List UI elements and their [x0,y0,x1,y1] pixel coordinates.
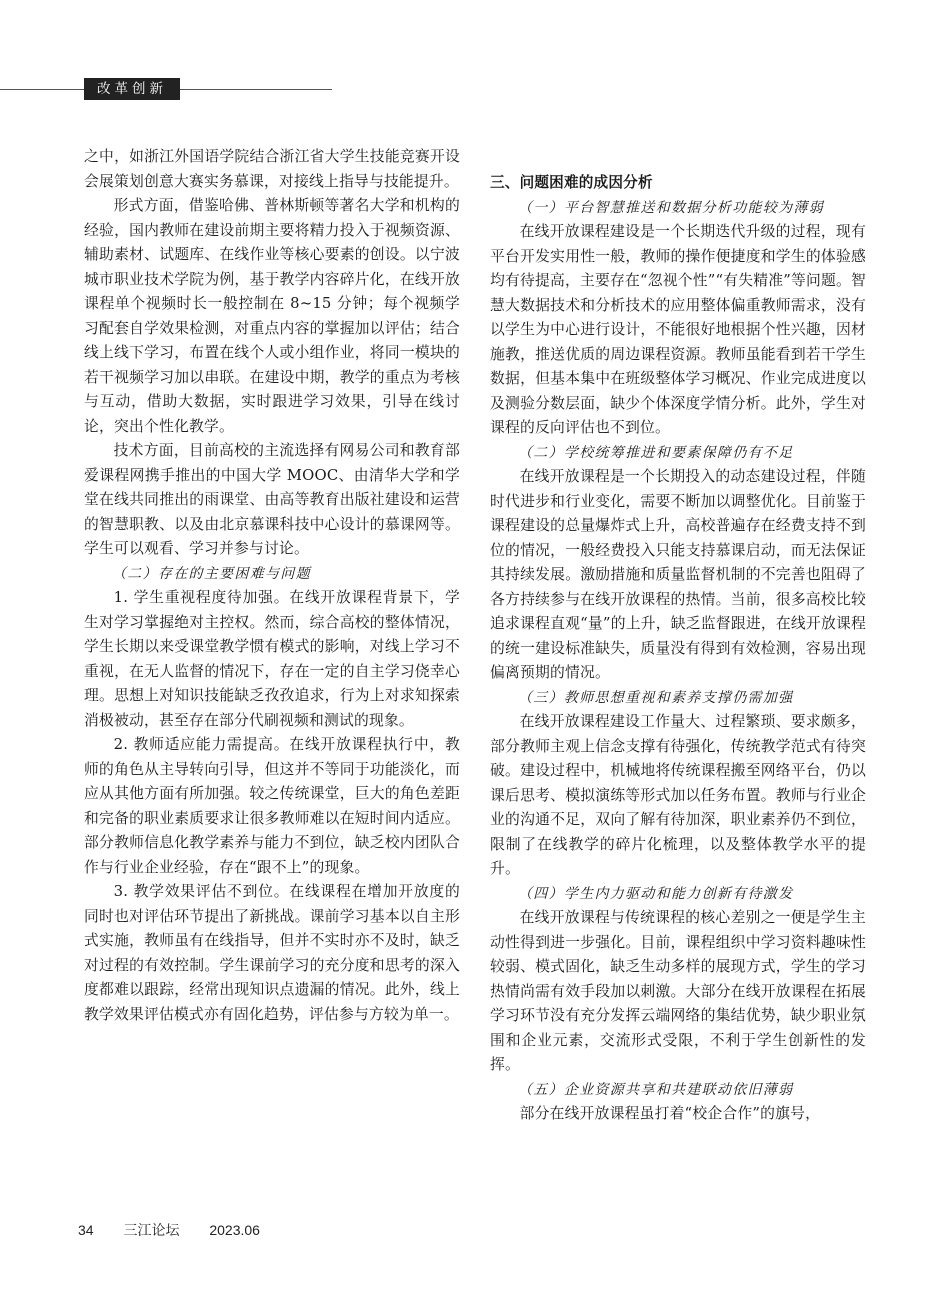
paragraph: 技术方面，目前高校的主流选择有网易公司和教育部爱课程网携手推出的中国大学 MOOC、由清华大学和学堂在线共同推出的雨课堂、由高等教育出版社建设和运营的智慧职教、以及由北京慕课科技中心设计的慕课网等。学生可以观看、学习并参与讨论。 [84,442,460,557]
page-footer [78,1220,286,1240]
left-column [84,145,460,1027]
paragraph: 1. 学生重视程度待加强。在线开放课程背景下，学生对学习掌握绝对主控权。然而，综合高校的整体情况，学生长期以来受课堂教学惯有模式的影响，对线上学习不重视，在无人监督的情况下，存在一定的自主学习侥幸心理。思想上对知识技能缺乏孜孜追求，行为上对求知探索消极被动，甚至存在部分代刷视频和测试的现象。 [84,589,460,729]
issue-date: 2023.06 [209,1222,260,1238]
subsection-heading: （一）平台智慧推送和数据分析功能较为薄弱 [518,199,824,216]
paragraph: 在线开放课程建设是一个长期迭代升级的过程，现有平台开发实用性一般，教师的操作便捷度和学生的体验感均有待提高，主要存在“忽视个性”“有失精准”等问题。智慧大数据技术和分析技术的应用整体偏重教师需求，没有以学生为中心进行设计，不能很好地根据个性兴趣，因材施教，推送优质的周边课程资源。教师虽能看到若干学生数据，但基本集中在班级整体学习概况、作业完成进度以及测验分数层面，缺少个体深度学情分析。此外，学生对课程的反向评估也不到位。 [490,223,866,436]
header-rule-left [0,89,84,90]
paragraph: 形式方面，借鉴哈佛、普林斯顿等著名大学和机构的经验，国内教师在建设前期主要将精力投入于视频资源、辅助素材、试题库、在线作业等核心要素的创设。以宁波城市职业技术学院为例，基于教学内容碎片化，在线开放课程单个视频时长一般控制在 8~15 分钟；每个视频学习配套自学效果检测，对重点内容的掌握加以评估；结合线上线下学习，布置在线个人或小组作业，将同一模块的若干视频学习加以串联。在建设中期，教学的重点为考核与互动，借助大数据，实时跟进学习效果，引导在线讨论，突出个性化教学。 [84,197,460,435]
paragraph: 在线开放课程是一个长期投入的动态建设过程，伴随时代进步和行业变化，需要不断加以调整优化。目前鉴于课程建设的总量爆炸式上升，高校普遍存在经费支持不到位的情况，一般经费投入只能支持慕课启动，而无法保证其持续发展。激励措施和质量监督机制的不完善也阻碍了各方持续参与在线开放课程的热情。当前，很多高校比较追求课程直观“量”的上升，缺乏监督跟进，在线开放课程的统一建设标准缺失，质量没有得到有效检测，容易出现偏离预期的情况。 [490,468,866,681]
subsection-heading: （五）企业资源共享和共建联动依旧薄弱 [518,1081,794,1098]
page-number: 34 [78,1222,94,1238]
header-rule-right [180,89,332,90]
subsection-heading: （二）存在的主要困难与问题 [112,565,311,582]
subsection-heading: （三）教师思想重视和素养支撑仍需加强 [518,689,794,706]
subsection-heading: （四）学生内力驱动和能力创新有待激发 [518,885,794,902]
paragraph: 在线开放课程与传统课程的核心差别之一便是学生主动性得到进一步强化。目前，课程组织中学习资料趣味性较弱、模式固化，缺乏生动多样的展现方式，学生的学习热情尚需有效手段加以刺激。大部分在线开放课程在拓展学习环节没有充分发挥云端网络的集结优势，缺少职业氛围和企业元素，交流形式受限，不利于学生创新性的发挥。 [490,909,866,1073]
paragraph: 3. 教学效果评估不到位。在线课程在增加开放度的同时也对评估环节提出了新挑战。课前学习基本以自主形式实施，教师虽有在线指导，但并不实时亦不及时，缺乏对过程的有效控制。学生课前学习的充分度和思考的深入度都难以跟踪，经常出现知识点遗漏的情况。此外，线上教学效果评估模式亦有固化趋势，评估参与方较为单一。 [84,883,460,1023]
paragraph: 2. 教师适应能力需提高。在线开放课程执行中，教师的角色从主导转向引导，但这并不等同于功能淡化，而应从其他方面有所加强。较之传统课堂，巨大的角色差距和完备的职业素质要求让很多教师难以在短时间内适应。部分教师信息化教学素养与能力不到位，缺乏校内团队合作与行业企业经验，存在“跟不上”的现象。 [84,736,460,876]
right-column [490,171,866,1127]
subsection-heading: （二）学校统筹推进和要素保障仍有不足 [518,444,794,461]
journal-name: 三江论坛 [123,1222,180,1238]
section-tag: 改革创新 [84,78,180,100]
paragraph: 部分在线开放课程虽打着“校企合作”的旗号， [519,1105,821,1122]
continued-paragraph: 之中，如浙江外国语学院结合浙江省大学生技能竞赛开设会展策划创意大赛实务慕课，对接线上指导与技能提升。 [84,148,460,190]
section-heading: 三、问题困难的成因分析 [490,174,653,191]
paragraph: 在线开放课程建设工作量大、过程繁琐、要求颇多，部分教师主观上信念支撑有待强化，传统教学范式有待突破。建设过程中，机械地将传统课程搬至网络平台，仍以课后思考、模拟演练等形式加以任务布置。教师与行业企业的沟通不足，双向了解有待加深，职业素养仍不到位，限制了在线教学的碎片化梳理，以及整体教学水平的提升。 [490,713,866,877]
